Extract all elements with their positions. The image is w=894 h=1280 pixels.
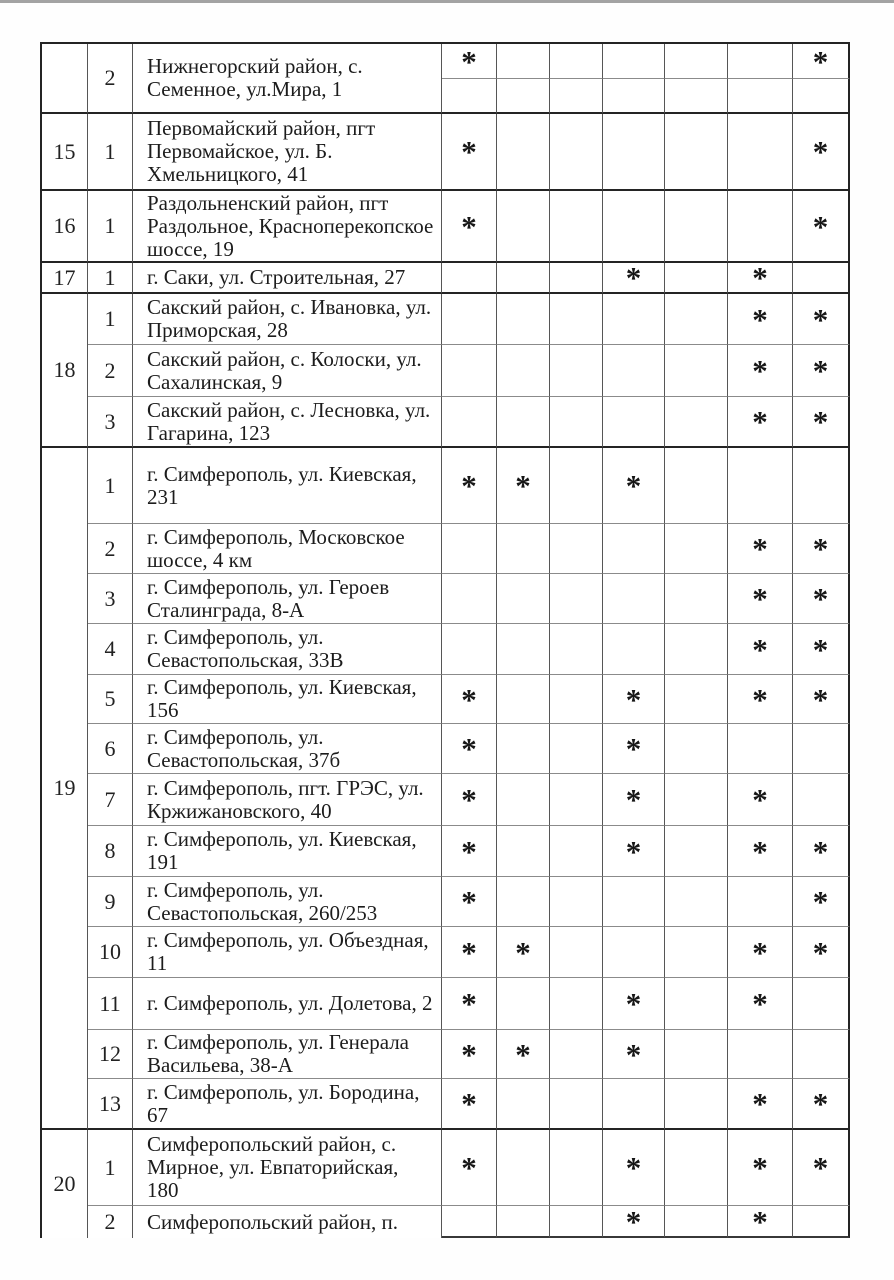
mark-cell — [665, 724, 728, 774]
mark-cell — [550, 1079, 603, 1130]
mark-cell — [793, 1206, 850, 1238]
asterisk-mark: * — [812, 1150, 829, 1185]
asterisk-mark: * — [461, 833, 477, 869]
mark-cell — [497, 927, 550, 978]
asterisk-mark: * — [812, 301, 829, 337]
item-number-cell: 7 — [88, 774, 133, 826]
item-number-cell: 3 — [88, 574, 133, 624]
address-text: г. Симферополь, ул. Киевская, 231 — [147, 461, 417, 509]
mark-cell — [497, 294, 550, 345]
address-text: г. Симферополь, ул. Героев Сталинграда, 8-А — [147, 574, 390, 622]
mark-cell — [665, 624, 728, 675]
mark-cell — [550, 44, 603, 79]
item-number-cell: 2 — [88, 44, 133, 114]
mark-cell — [665, 294, 728, 345]
mark-cell — [728, 524, 793, 574]
group-number-cell: 18 — [40, 294, 88, 448]
asterisk-mark: * — [461, 1150, 477, 1185]
mark-cell — [442, 524, 497, 574]
mark-cell — [728, 263, 793, 294]
mark-cell — [497, 1206, 550, 1238]
address-cell — [133, 44, 442, 114]
mark-cell — [793, 574, 850, 624]
group-number-cell: 19 — [40, 448, 88, 1130]
asterisk-mark: * — [812, 631, 829, 667]
mark-cell — [603, 624, 665, 675]
mark-cell — [497, 826, 550, 877]
mark-cell — [728, 774, 793, 826]
asterisk-mark: * — [625, 986, 642, 1021]
mark-cell — [550, 574, 603, 624]
mark-cell — [497, 448, 550, 524]
asterisk-mark: * — [625, 1206, 642, 1238]
mark-cell — [665, 774, 728, 826]
mark-cell — [497, 1030, 550, 1079]
item-number-cell: 6 — [88, 724, 133, 774]
mark-cell — [442, 114, 497, 191]
mark-cell — [603, 114, 665, 191]
mark-cell — [728, 1130, 793, 1206]
mark-cell — [603, 44, 665, 79]
mark-cell — [497, 79, 550, 114]
mark-cell — [550, 1130, 603, 1206]
mark-cell — [665, 345, 728, 397]
item-number-cell: 9 — [88, 877, 133, 927]
mark-cell — [497, 263, 550, 294]
address-text: г. Симферополь, ул. Объездная, 11 — [147, 928, 429, 975]
item-number-cell: 10 — [88, 927, 133, 978]
address-text: Первомайский район, пгт Первомайское, ул. Б. Хмельницкого, 41 — [147, 116, 376, 186]
asterisk-mark: * — [812, 833, 829, 869]
mark-cell — [550, 1206, 603, 1238]
mark-cell — [550, 114, 603, 191]
mark-cell — [665, 978, 728, 1030]
address-text: Раздольненский район, пгт Раздольное, Красноперекопское шоссе, 19 — [147, 191, 434, 261]
address-text: г. Симферополь, ул. Киевская, 191 — [147, 827, 417, 874]
mark-cell — [442, 294, 497, 345]
asterisk-mark: * — [461, 731, 477, 766]
address-text: г. Симферополь, Московское шоссе, 4 км — [147, 524, 405, 572]
item-number-cell: 2 — [88, 1206, 133, 1238]
asterisk-mark: * — [625, 1150, 642, 1185]
item-number-cell: 1 — [88, 448, 133, 524]
asterisk-mark: * — [752, 1086, 768, 1121]
address-cell — [133, 877, 442, 927]
mark-cell — [665, 1130, 728, 1206]
mark-cell — [497, 345, 550, 397]
mark-cell — [665, 574, 728, 624]
mark-cell — [497, 675, 550, 724]
mark-cell — [728, 1030, 793, 1079]
address-text: г. Симферополь, пгт. ГРЭС, ул. Кржижановского, 40 — [147, 775, 424, 823]
mark-cell — [442, 448, 497, 524]
mark-cell — [793, 191, 850, 263]
mark-cell — [603, 263, 665, 294]
asterisk-mark: * — [461, 1036, 477, 1072]
asterisk-mark: * — [515, 1036, 531, 1072]
asterisk-mark: * — [812, 531, 829, 566]
mark-cell — [665, 191, 728, 263]
asterisk-mark: * — [752, 833, 768, 869]
mark-cell — [603, 1030, 665, 1079]
mark-cell — [497, 397, 550, 448]
mark-cell — [793, 624, 850, 675]
address-text: Сакский район, с. Лесновка, ул. Гагарина, 123 — [147, 397, 431, 445]
asterisk-mark: * — [752, 986, 768, 1021]
address-cell — [133, 724, 442, 774]
address-cell — [133, 675, 442, 724]
mark-cell — [793, 263, 850, 294]
mark-cell — [603, 397, 665, 448]
asterisk-mark: * — [752, 263, 768, 294]
mark-cell — [497, 191, 550, 263]
mark-cell — [497, 1079, 550, 1130]
mark-cell — [442, 877, 497, 927]
item-number-cell: 5 — [88, 675, 133, 724]
asterisk-mark: * — [752, 1150, 768, 1185]
mark-cell — [550, 294, 603, 345]
mark-cell — [665, 826, 728, 877]
asterisk-mark: * — [752, 531, 768, 566]
mark-cell — [442, 774, 497, 826]
mark-cell — [793, 774, 850, 826]
address-cell — [133, 397, 442, 448]
asterisk-mark: * — [812, 884, 829, 919]
mark-cell — [665, 397, 728, 448]
item-number-cell: 12 — [88, 1030, 133, 1079]
mark-cell — [793, 1130, 850, 1206]
mark-cell — [550, 397, 603, 448]
group-number-cell: 16 — [40, 191, 88, 263]
mark-cell — [728, 927, 793, 978]
mark-cell — [793, 978, 850, 1030]
asterisk-mark: * — [812, 934, 829, 970]
mark-cell — [550, 1030, 603, 1079]
mark-cell — [728, 44, 793, 79]
mark-cell — [497, 978, 550, 1030]
mark-cell — [603, 524, 665, 574]
mark-cell — [728, 114, 793, 191]
mark-cell — [793, 675, 850, 724]
mark-cell — [665, 114, 728, 191]
mark-cell — [442, 263, 497, 294]
asterisk-mark: * — [461, 44, 477, 79]
mark-cell — [603, 826, 665, 877]
item-number-cell: 3 — [88, 397, 133, 448]
mark-cell — [442, 345, 497, 397]
asterisk-mark: * — [461, 134, 477, 169]
asterisk-mark: * — [752, 301, 768, 337]
mark-cell — [603, 448, 665, 524]
item-number-cell: 2 — [88, 524, 133, 574]
address-cell — [133, 1130, 442, 1206]
mark-cell — [497, 624, 550, 675]
asterisk-mark: * — [812, 581, 829, 616]
address-cell — [133, 345, 442, 397]
mark-cell — [728, 724, 793, 774]
address-cell — [133, 114, 442, 191]
address-cell — [133, 524, 442, 574]
mark-cell — [550, 877, 603, 927]
asterisk-mark: * — [752, 353, 768, 388]
mark-cell — [442, 574, 497, 624]
mark-cell — [603, 877, 665, 927]
item-number-cell: 4 — [88, 624, 133, 675]
asterisk-mark: * — [625, 263, 642, 294]
asterisk-mark: * — [461, 934, 477, 970]
mark-cell — [793, 524, 850, 574]
mark-cell — [665, 263, 728, 294]
asterisk-mark: * — [625, 833, 642, 869]
address-text: Сакский район, с. Ивановка, ул. Приморская, 28 — [147, 295, 432, 342]
mark-cell — [793, 1030, 850, 1079]
mark-cell — [603, 1130, 665, 1206]
mark-cell — [497, 877, 550, 927]
asterisk-mark: * — [812, 44, 829, 79]
mark-cell — [603, 574, 665, 624]
address-cell — [133, 1030, 442, 1079]
asterisk-mark: * — [752, 581, 768, 616]
address-text: г. Симферополь, ул. Севастопольская, 37б — [147, 724, 341, 772]
mark-cell — [442, 397, 497, 448]
address-cell — [133, 624, 442, 675]
mark-cell — [728, 448, 793, 524]
page-top-divider — [0, 0, 894, 3]
address-text: г. Саки, ул. Строительная, 27 — [147, 265, 406, 289]
mark-cell — [442, 927, 497, 978]
item-number-cell: 8 — [88, 826, 133, 877]
address-text: г. Симферополь, ул. Долетова, 2 — [147, 991, 433, 1015]
mark-cell — [728, 675, 793, 724]
mark-cell — [497, 44, 550, 79]
asterisk-mark: * — [812, 353, 829, 388]
item-number-cell: 1 — [88, 263, 133, 294]
mark-cell — [442, 624, 497, 675]
mark-cell — [442, 724, 497, 774]
mark-cell — [665, 877, 728, 927]
mark-cell — [550, 448, 603, 524]
address-cell — [133, 294, 442, 345]
asterisk-mark: * — [461, 884, 477, 919]
mark-cell — [793, 1079, 850, 1130]
mark-cell — [603, 79, 665, 114]
mark-cell — [665, 448, 728, 524]
mark-cell — [728, 397, 793, 448]
mark-cell — [665, 675, 728, 724]
item-number-cell: 1 — [88, 294, 133, 345]
mark-cell — [665, 1030, 728, 1079]
asterisk-mark: * — [812, 404, 829, 439]
mark-cell — [793, 397, 850, 448]
mark-cell — [793, 927, 850, 978]
address-text: г. Симферополь, ул. Генерала Васильева, 38-А — [147, 1030, 410, 1077]
mark-cell — [603, 724, 665, 774]
mark-cell — [793, 877, 850, 927]
mark-cell — [728, 624, 793, 675]
mark-cell — [603, 927, 665, 978]
address-text: Сакский район, с. Колоски, ул. Сахалинская, 9 — [147, 346, 422, 394]
mark-cell — [665, 79, 728, 114]
address-cell — [133, 191, 442, 263]
mark-cell — [497, 1130, 550, 1206]
mark-cell — [603, 1079, 665, 1130]
address-cell — [133, 1079, 442, 1130]
asterisk-mark: * — [625, 782, 642, 817]
mark-cell — [603, 978, 665, 1030]
mark-cell — [603, 294, 665, 345]
mark-cell — [497, 774, 550, 826]
group-number-cell: 15 — [40, 114, 88, 191]
mark-cell — [550, 263, 603, 294]
mark-cell — [793, 448, 850, 524]
asterisk-mark: * — [752, 1206, 768, 1238]
item-number-cell: 1 — [88, 114, 133, 191]
mark-cell — [793, 79, 850, 114]
asterisk-mark: * — [625, 1036, 642, 1072]
address-text: г. Симферополь, ул. Севастопольская, 260/253 — [147, 877, 378, 925]
mark-cell — [728, 826, 793, 877]
address-cell — [133, 978, 442, 1030]
asterisk-mark: * — [812, 1086, 829, 1121]
address-cell — [133, 448, 442, 524]
mark-cell — [442, 44, 497, 79]
mark-cell — [442, 1030, 497, 1079]
mark-cell — [497, 524, 550, 574]
address-cell — [133, 927, 442, 978]
asterisk-mark: * — [625, 731, 642, 766]
item-number-cell: 13 — [88, 1079, 133, 1130]
mark-cell — [442, 826, 497, 877]
mark-cell — [793, 345, 850, 397]
mark-cell — [793, 114, 850, 191]
asterisk-mark: * — [461, 1086, 477, 1121]
mark-cell — [665, 927, 728, 978]
asterisk-mark: * — [752, 934, 768, 970]
mark-cell — [442, 1079, 497, 1130]
item-number-cell: 2 — [88, 345, 133, 397]
address-text: г. Симферополь, ул. Киевская, 156 — [147, 675, 417, 722]
mark-cell — [665, 44, 728, 79]
item-number-cell: 1 — [88, 1130, 133, 1206]
asterisk-mark: * — [461, 468, 477, 503]
mark-cell — [550, 675, 603, 724]
mark-cell — [550, 774, 603, 826]
mark-cell — [793, 294, 850, 345]
asterisk-mark: * — [515, 468, 531, 503]
mark-cell — [442, 978, 497, 1030]
mark-cell — [442, 191, 497, 263]
mark-cell — [497, 724, 550, 774]
address-text: Симферопольский район, п. — [147, 1209, 399, 1234]
mark-cell — [603, 345, 665, 397]
group-number-cell: 20 — [40, 1130, 88, 1238]
mark-cell — [442, 675, 497, 724]
mark-cell — [728, 574, 793, 624]
asterisk-mark: * — [752, 782, 768, 817]
address-text: Симферопольский район, с. Мирное, ул. Евпаторийская, 180 — [147, 1132, 399, 1202]
asterisk-mark: * — [812, 681, 829, 717]
asterisk-mark: * — [625, 681, 642, 717]
asterisk-mark: * — [515, 934, 531, 970]
item-number-cell: 11 — [88, 978, 133, 1030]
mark-cell — [793, 826, 850, 877]
mark-cell — [603, 191, 665, 263]
asterisk-mark: * — [752, 681, 768, 717]
address-text: Нижнегорский район, с. Семенное, ул.Мира, 1 — [147, 54, 363, 101]
mark-cell — [665, 1079, 728, 1130]
mark-cell — [550, 927, 603, 978]
mark-cell — [728, 1079, 793, 1130]
mark-cell — [728, 345, 793, 397]
address-text: г. Симферополь, ул. Бородина, 67 — [147, 1079, 420, 1127]
mark-cell — [497, 574, 550, 624]
mark-cell — [550, 724, 603, 774]
mark-cell — [665, 524, 728, 574]
mark-cell — [550, 524, 603, 574]
mark-cell — [442, 79, 497, 114]
mark-cell — [603, 675, 665, 724]
mark-cell — [728, 978, 793, 1030]
mark-cell — [550, 826, 603, 877]
mark-cell — [550, 79, 603, 114]
group-number-cell — [40, 44, 88, 114]
mark-cell — [550, 624, 603, 675]
mark-cell — [728, 877, 793, 927]
mark-cell — [550, 345, 603, 397]
asterisk-mark: * — [812, 208, 829, 244]
mark-cell — [793, 724, 850, 774]
item-number-cell: 1 — [88, 191, 133, 263]
asterisk-mark: * — [625, 468, 642, 503]
mark-cell — [665, 1206, 728, 1238]
asterisk-mark: * — [812, 134, 829, 169]
mark-cell — [497, 114, 550, 191]
mark-cell — [442, 1206, 497, 1238]
mark-cell — [442, 1130, 497, 1206]
address-cell — [133, 826, 442, 877]
address-cell — [133, 263, 442, 294]
mark-cell — [728, 79, 793, 114]
asterisk-mark: * — [752, 404, 768, 439]
asterisk-mark: * — [461, 681, 477, 717]
address-cell — [133, 1206, 442, 1238]
mark-cell — [550, 191, 603, 263]
address-cell — [133, 774, 442, 826]
group-number-cell: 17 — [40, 263, 88, 294]
asterisk-mark: * — [461, 986, 477, 1021]
mark-cell — [728, 1206, 793, 1238]
asterisk-mark: * — [461, 208, 477, 244]
mark-cell — [728, 191, 793, 263]
address-cell — [133, 574, 442, 624]
mark-cell — [603, 1206, 665, 1238]
address-text: г. Симферополь, ул. Севастопольская, 33В — [147, 625, 344, 672]
mark-cell — [603, 774, 665, 826]
asterisk-mark: * — [752, 631, 768, 667]
mark-cell — [728, 294, 793, 345]
address-inspection-table — [40, 42, 850, 1238]
mark-cell — [793, 44, 850, 79]
asterisk-mark: * — [461, 782, 477, 817]
mark-cell — [550, 978, 603, 1030]
